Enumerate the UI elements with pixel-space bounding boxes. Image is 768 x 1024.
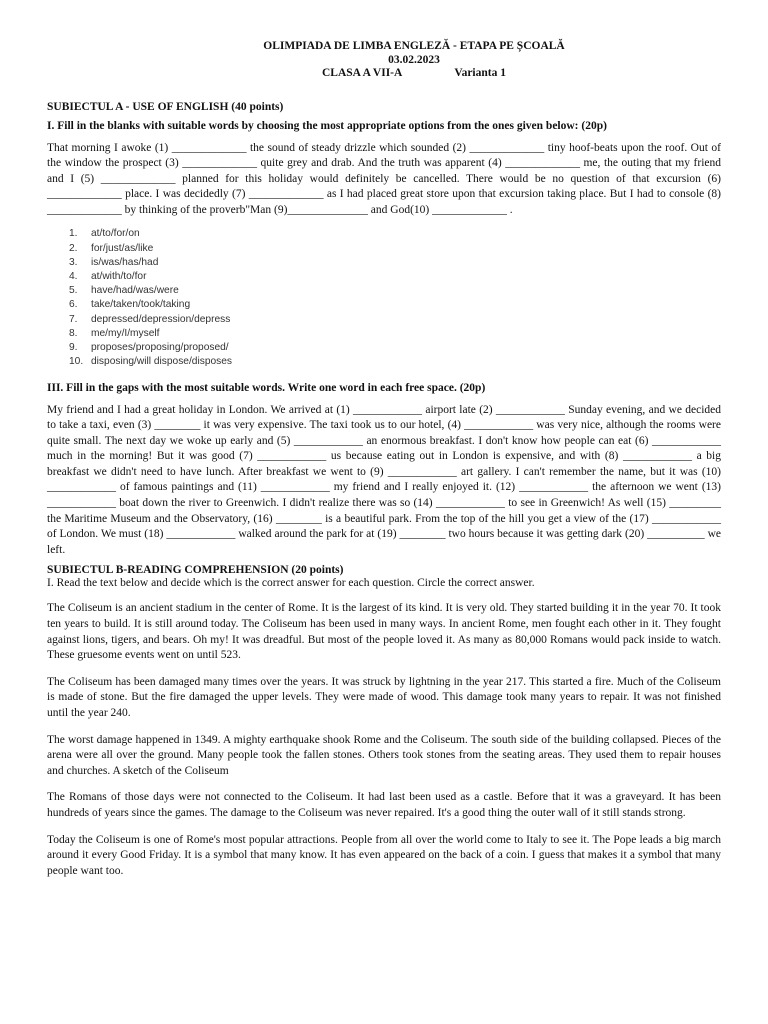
- option-number: 8.: [69, 327, 78, 339]
- option-text: at/with/to/for: [91, 271, 147, 283]
- option-item: [47, 227, 721, 241]
- option-number: 5.: [69, 285, 78, 297]
- option-item: [47, 341, 721, 355]
- option-item: [47, 284, 721, 298]
- section-b-title: SUBIECTUL B-READING COMPREHENSION (20 points): [47, 564, 344, 577]
- reading-paragraph: The worst damage happened in 1349. A mighty earthquake shook Rome and the Coliseum. The south side of the building collapsed. Pieces of the arena were all over the ground. Many people took the fallen stones. Others took stones from the seating areas. They used them to repair houses and churches. A sketch of the Coliseum: [47, 733, 721, 777]
- option-number: 2.: [69, 242, 78, 254]
- option-item: [47, 298, 721, 312]
- option-item: [47, 270, 721, 284]
- class-line: [107, 67, 721, 81]
- variant-label: Varianta 1: [454, 67, 506, 79]
- option-item: [47, 256, 721, 270]
- document-header: [47, 40, 721, 81]
- reading-paragraph: The Coliseum has been damaged many times over the years. It was struck by lightning in the year 217. This started a fire. Much of the Coliseum is made of stone. But the fire damaged the upper levels. They were made of wood. This damage took many years to repair. It was not finished until the year 240.: [47, 675, 721, 719]
- options-list: [47, 227, 721, 369]
- option-text: is/was/has/had: [91, 256, 159, 268]
- option-text: depressed/depression/depress: [91, 313, 231, 325]
- reading-paragraph: The Coliseum is an ancient stadium in the center of Rome. It is the largest of its kind. It is very old. They started building it in the year 70. It took ten years to build. It is still around today. The Coliseum has been used in many ways. In ancient Rome, men fought each other in it. They fought against lions, tigers, and bears. Oh my! It was dreadful. But most of the people loved it. As many as 80,000 Romans would pack inside to watch. These gruesome events went on until 523.: [47, 602, 721, 662]
- option-number: 9.: [69, 342, 78, 354]
- option-text: for/just/as/like: [91, 242, 154, 254]
- reading-paragraph: The Romans of those days were not connected to the Coliseum. It had last been used as a castle. Before that it was a graveyard. It has been hundreds of years since the games. The damage to the Coliseum was never repaired. It's a good thing the outer wall of it still stands strong.: [47, 791, 721, 819]
- option-number: 7.: [69, 313, 78, 325]
- option-text: at/to/for/on: [91, 228, 140, 240]
- option-text: have/had/was/were: [91, 285, 179, 297]
- class-label: CLASA A VII-A: [322, 67, 403, 79]
- exercise-3-instruction: III. Fill in the gaps with the most suitable words. Write one word in each free space. (20p): [47, 381, 486, 394]
- option-text: me/my/I/myself: [91, 327, 160, 339]
- document-page: [47, 40, 721, 879]
- section-a-title: SUBIECTUL A - USE OF ENGLISH (40 points): [47, 100, 284, 113]
- option-item: [47, 242, 721, 256]
- exam-date: 03.02.2023: [388, 53, 440, 66]
- reading-paragraph: Today the Coliseum is one of Rome's most popular attractions. People from all over the world come to Italy to see it. The Pope leads a big march around it every Good Friday. It is a symbol that many know. It has even appeared on the back of a coin. I guess that makes it a symbol that many people want too.: [47, 833, 721, 877]
- option-item: [47, 327, 721, 341]
- exercise-1-text: That morning I awoke (1) _____________ the sound of steady drizzle which sounded (2) _____________ tiny hoof-beats upon the roof. Out of the window the prospect (3) _____________ quite grey and drab. And the truth was apparent (4) _____________ me, the outing that my friend and I (5) _____________ planned for this holiday would definitely be cancelled. There would be no question of that excursion (6) _____________ place. I was decidedly (7) _____________ as I had placed great store upon that excursion taking place. But I had to console (8) _____________ by thinking of the proverb"Man (9)______________ and God(10) _____________ .: [47, 141, 721, 216]
- reading-instruction: I. Read the text below and decide which is the correct answer for each question. Circle the correct answer.: [47, 577, 535, 590]
- option-item: [47, 355, 721, 369]
- olympiad-title: OLIMPIADA DE LIMBA ENGLEZĂ - ETAPA PE ȘCOALĂ: [263, 40, 565, 52]
- exercise-1-instruction: I. Fill in the blanks with suitable words by choosing the most appropriate options from the ones given below: (20p): [47, 119, 607, 132]
- option-text: disposing/will dispose/disposes: [91, 356, 233, 368]
- option-number: 1.: [69, 228, 78, 240]
- option-number: 10.: [69, 356, 84, 368]
- option-text: proposes/proposing/proposed/: [91, 342, 229, 354]
- option-number: 3.: [69, 256, 78, 268]
- option-number: 6.: [69, 299, 78, 311]
- exercise-3-text: My friend and I had a great holiday in London. We arrived at (1) ____________ airport late (2) ____________ Sunday evening, and we decided to take a taxi, even (3) ________ it was very expensive. The taxi took us to our hotel, (4) ____________ was very nice, although the rooms were quite small. The next day we woke up early and (5) ____________ an enormous breakfast. I don't know how people can eat (6) ____________ much in the morning! But it was good (7) ____________ us because eating out in London is expensive, and with (8) ____________ a big breakfast we didn't need to have lunch. After breakfast we went to (9) ____________ art gallery. I can't remember the name, but it was (10) ____________ of famous paintings and (11) ____________ my friend and I really enjoyed it. (12) ____________ the afternoon we went (13) ____________ boat down the river to Greenwich. I didn't realize there was so (14) ____________ to see in Greenwich! As well (15) _________ the Maritime Museum and the Observatory, (16) ________ is a beautiful park. From the top of the hill you get a view of the (17) ____________ of London. We must (18) ____________ walked around the park for at (19) ________ two hours because it was getting dark (20) __________ we left.: [47, 403, 721, 556]
- option-text: take/taken/took/taking: [91, 299, 191, 311]
- option-number: 4.: [69, 271, 78, 283]
- option-item: [47, 313, 721, 327]
